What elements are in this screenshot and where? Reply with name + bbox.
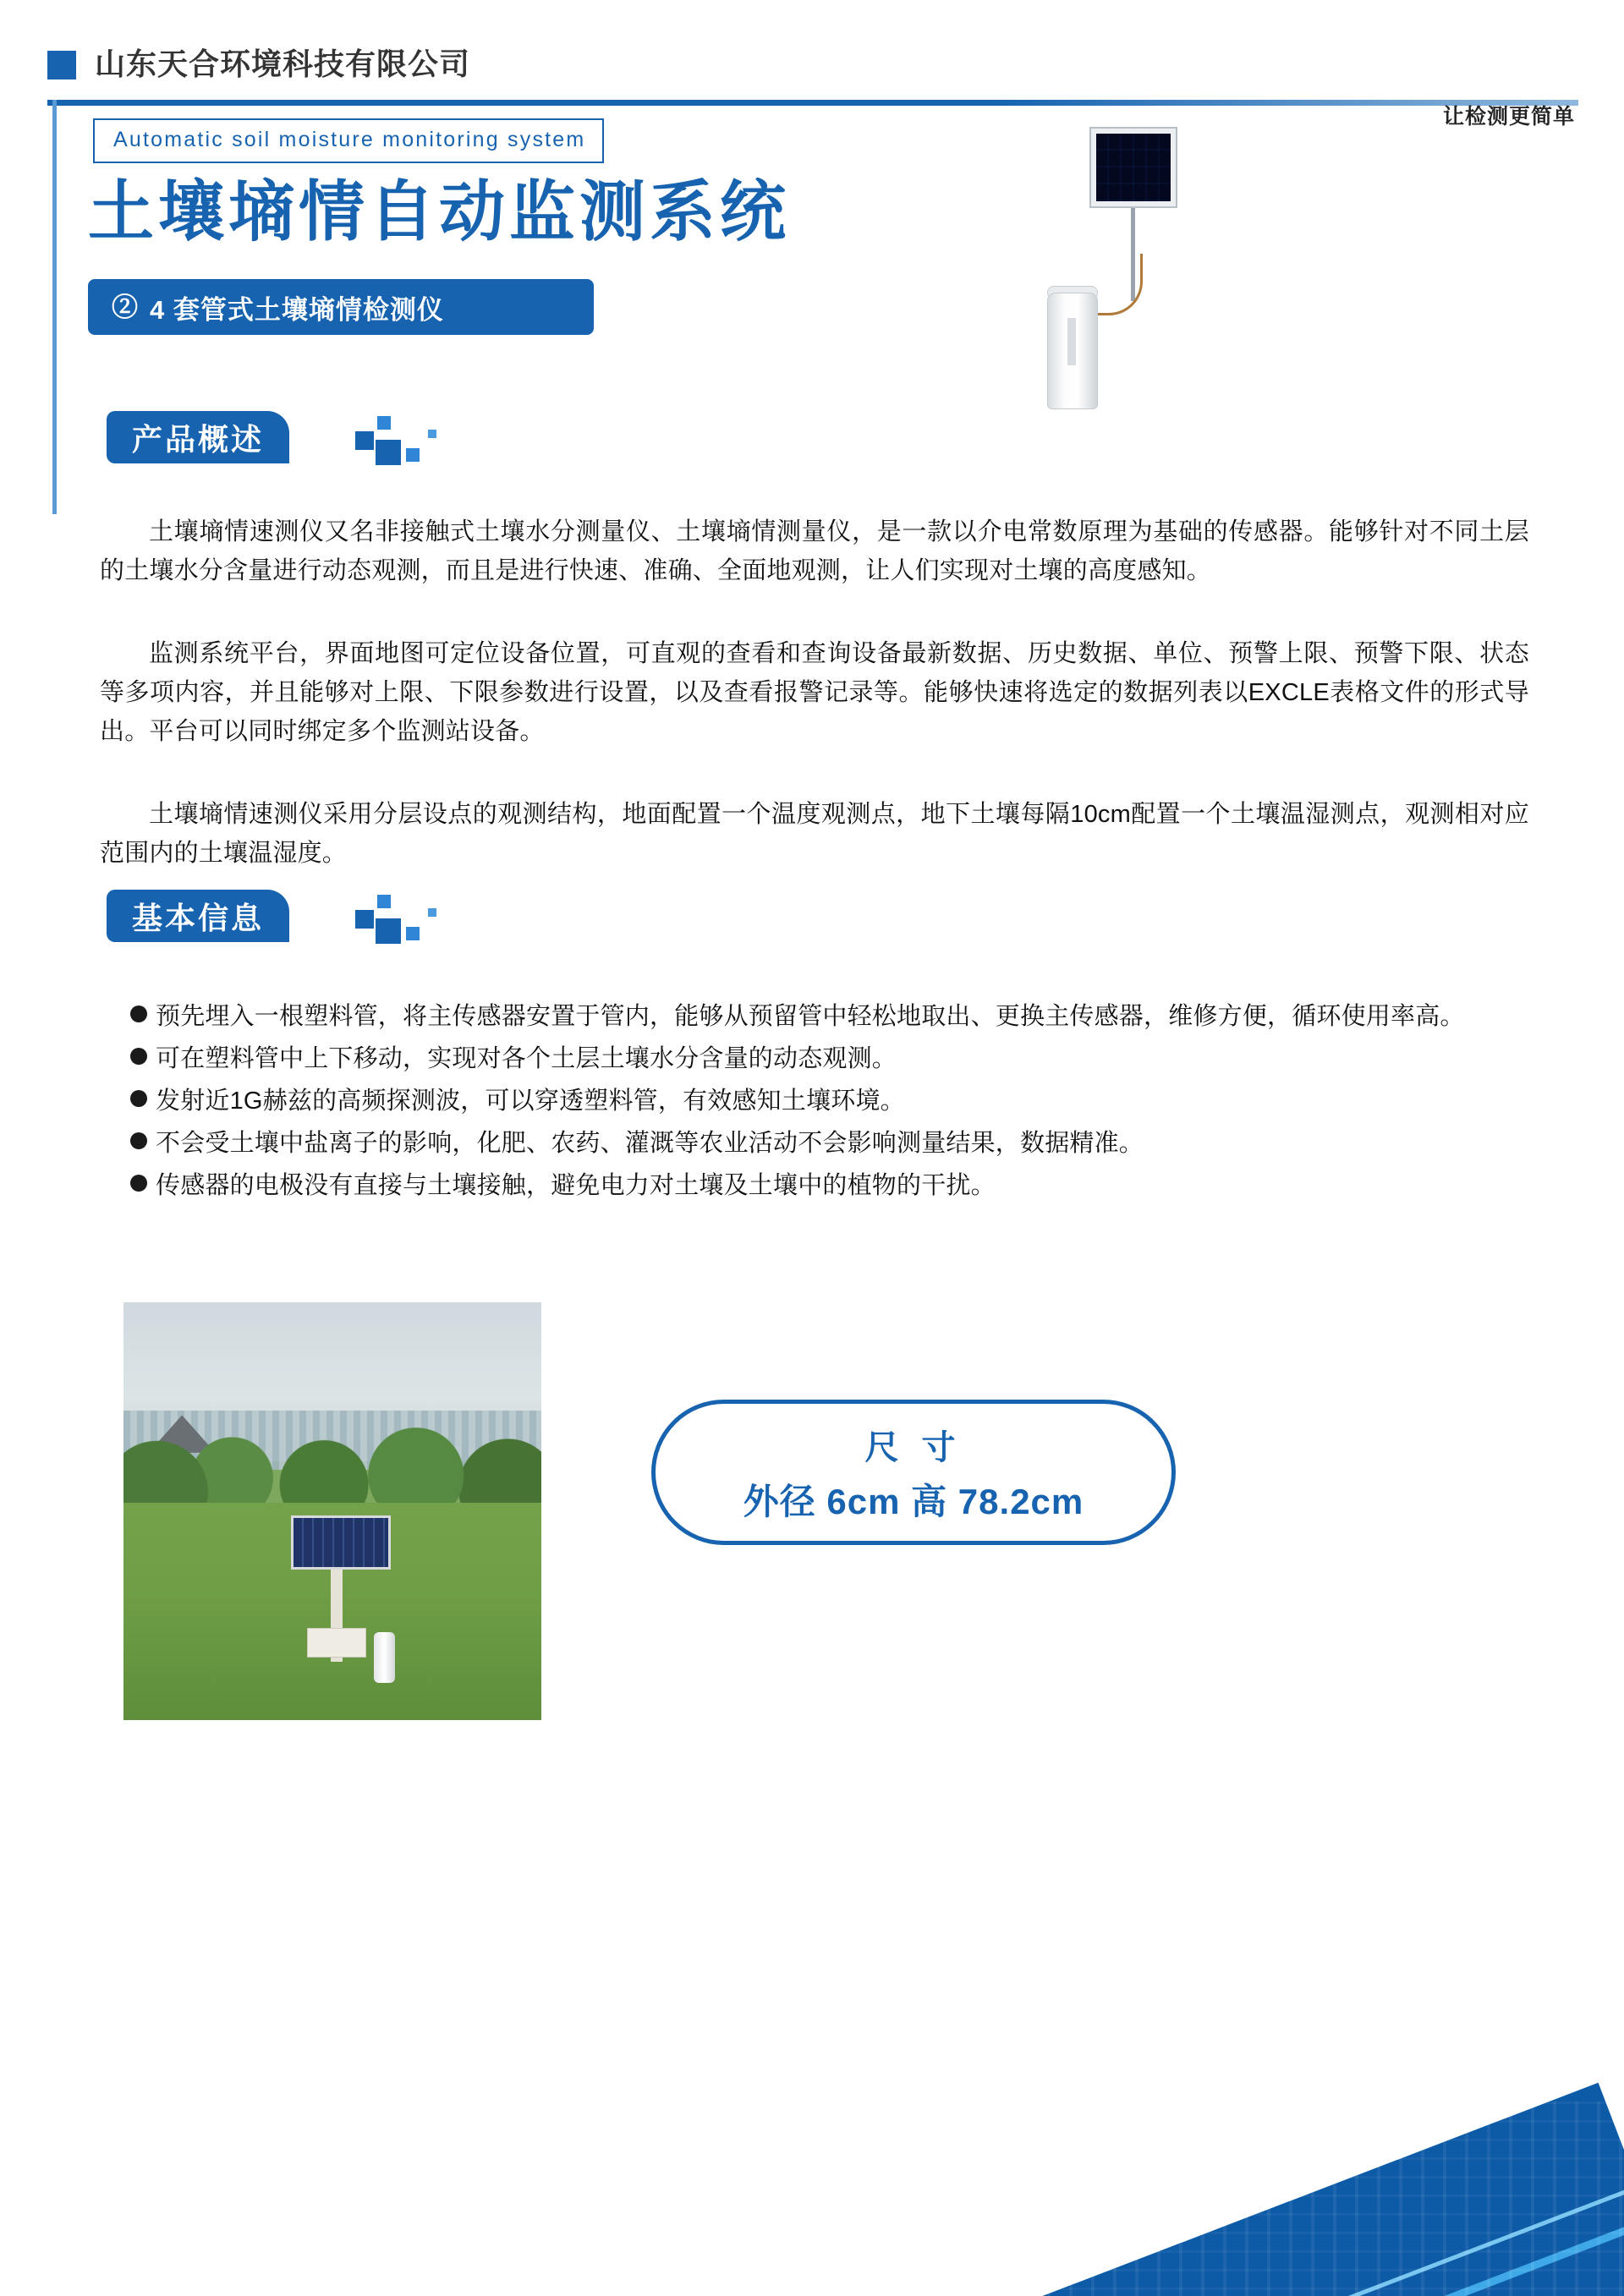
tagline: 让检测更简单	[1442, 105, 1575, 129]
corner-thin-line-1	[778, 2189, 1624, 2296]
product-illustration	[1023, 127, 1328, 490]
dimension-value: 外径 6cm 高 78.2cm	[743, 1481, 1084, 1521]
overview-paragraph-1: 土壤墒情速测仪又名非接触式土壤水分测量仪、土壤墒情测量仪，是一款以介电常数原理为基础的传感器。能够针对不同土层的土壤水分含量进行动态观测，而且是进行快速、准确、全面地观测，让人们实现对土壤的高度感知。	[100, 518, 1529, 584]
list-item	[100, 996, 1538, 1037]
list-item-text: 可在塑料管中上下移动，实现对各个土层土壤水分含量的动态观测。	[156, 1045, 897, 1072]
left-accent-rule	[52, 100, 57, 514]
list-item	[100, 1165, 1538, 1206]
overview-heading-tab	[107, 411, 289, 463]
corner-city-texture	[981, 2101, 1624, 2296]
bullet-dot-icon	[130, 1175, 147, 1192]
list-item-text: 发射近1G赫兹的高频探测波，可以穿透塑料管，有效感知土壤环境。	[156, 1088, 905, 1115]
solar-panel-icon	[1089, 127, 1177, 208]
corner-band-light	[778, 2083, 1624, 2296]
sensor-label	[1067, 318, 1076, 365]
field-installation-photo	[123, 1302, 541, 1720]
list-item	[100, 1081, 1538, 1121]
photo-solar-panel	[291, 1515, 392, 1570]
corner-thin-line-2	[778, 2151, 1624, 2296]
banner-label: 4 套管式土壤墒情检测仪	[150, 294, 444, 325]
overview-heading-text: 产品概述	[132, 421, 265, 457]
list-item-text: 不会受土壤中盐离子的影响，化肥、农药、灌溉等农业活动不会影响测量结果，数据精准。	[156, 1130, 1144, 1157]
page-header	[47, 44, 1578, 95]
list-item-text: 传感器的电极没有直接与土壤接触，避免电力对土壤及土壤中的植物的干扰。	[156, 1172, 996, 1199]
bullet-dot-icon	[130, 1048, 147, 1065]
banner-number: ②	[112, 292, 138, 322]
company-name: 山东天合环境科技有限公司	[95, 47, 471, 81]
list-item	[100, 1123, 1538, 1164]
logo-square-icon	[47, 51, 76, 79]
bullet-dot-icon	[130, 1006, 147, 1022]
dimension-callout	[651, 1400, 1176, 1545]
product-banner	[88, 279, 594, 335]
overview-paragraph-3: 土壤墒情速测仪采用分层设点的观测结构，地面配置一个温度观测点，地下土壤每隔10cm配置一个土壤温湿测点，观测相对应范围内的土壤温湿度。	[100, 801, 1529, 867]
decor-squares-overview	[350, 414, 469, 474]
basic-info-list	[100, 996, 1538, 1208]
basic-info-heading-text: 基本信息	[132, 900, 265, 935]
basic-info-heading-tab	[107, 890, 289, 942]
corner-decoration	[778, 1738, 1624, 2296]
bullet-dot-icon	[130, 1132, 147, 1149]
corner-band-dark	[778, 2083, 1624, 2296]
photo-sensor-tube	[374, 1632, 395, 1682]
photo-controller-box	[307, 1628, 365, 1658]
bullet-dot-icon	[130, 1090, 147, 1107]
list-item	[100, 1038, 1538, 1079]
english-title: Automatic soil moisture monitoring system	[93, 118, 604, 163]
header-divider	[47, 100, 1578, 106]
dimension-label: 尺 寸	[864, 1428, 963, 1466]
list-item-text: 预先埋入一根塑料管，将主传感器安置于管内，能够从预留管中轻松地取出、更换主传感器，维修方便，循环使用率高。	[156, 1003, 1465, 1030]
overview-paragraph-2: 监测系统平台，界面地图可定位设备位置，可直观的查看和查询设备最新数据、历史数据、单位、预警上限、预警下限、状态等多项内容，并且能够对上限、下限参数进行设置，以及查看报警记录等。能够快速将选定的数据列表以EXCLE表格文件的形式导出。平台可以同时绑定多个监测站设备。	[100, 640, 1529, 745]
page-title: 土壤墒情自动监测系统	[88, 174, 791, 249]
corner-band-mid	[778, 2083, 1624, 2296]
decor-squares-basic-info	[350, 893, 469, 952]
solar-cells	[1096, 134, 1171, 201]
